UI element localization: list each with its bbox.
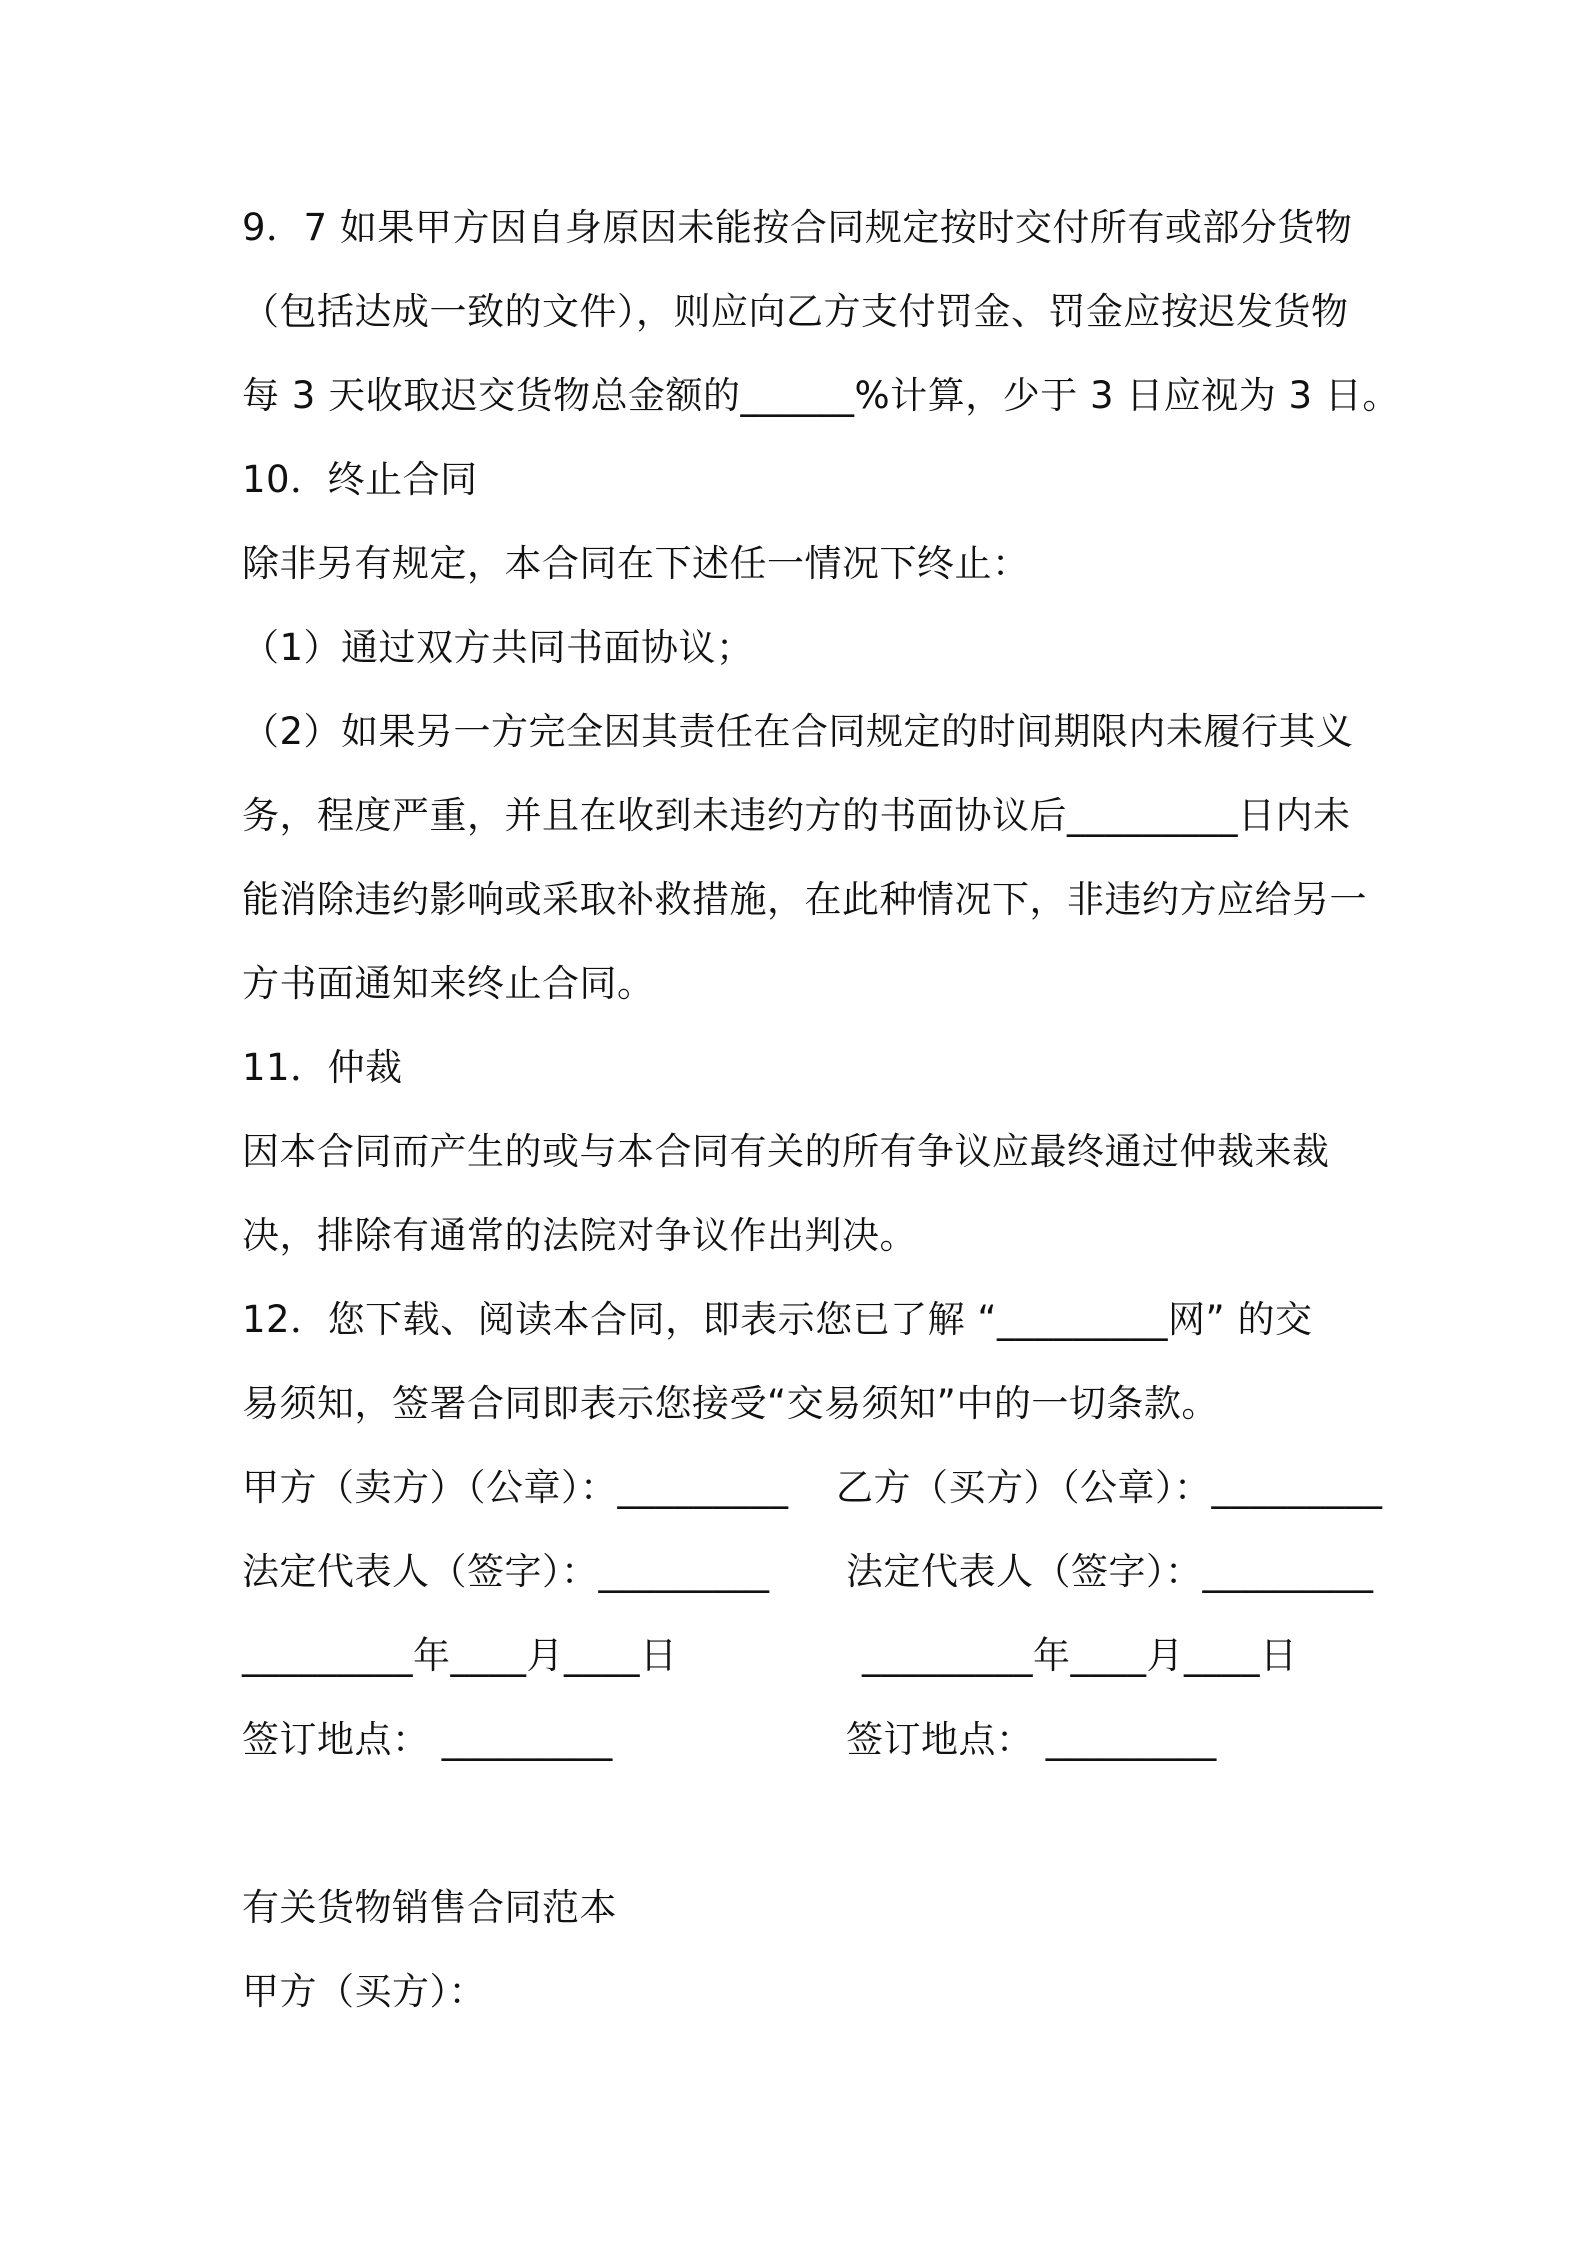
party-a-seal-field: 甲方（卖方）（公章）：_________ (242, 1466, 789, 1509)
clause-10-item-2-line-2: 务，程度严重，并且在收到未违约方的书面协议后_________日内未 (242, 794, 1351, 837)
party-b-seal-field: 乙方（买方）（公章）：_________ (836, 1466, 1383, 1509)
clause-9-7-line-3: 每 3 天收取迟交货物总金额的______%计算，少于 3 日应视为 3 日。 (242, 374, 1400, 417)
clause-10-intro: 除非另有规定，本合同在下述任一情况下终止： (242, 542, 1030, 585)
clause-11-heading: 11．仲裁 (242, 1046, 403, 1089)
party-a-date-field: _________年____月____日 (242, 1634, 678, 1677)
clause-11-line-1: 因本合同而产生的或与本合同有关的所有争议应最终通过仲裁来裁 (242, 1130, 1330, 1173)
clause-9-7-line-2: （包括达成一致的文件），则应向乙方支付罚金、罚金应按迟发货物 (242, 290, 1349, 333)
clause-10-heading: 10．终止合同 (242, 458, 478, 501)
clause-12-line-2: 易须知，签署合同即表示您接受“交易须知”中的一切条款。 (242, 1382, 1219, 1425)
next-contract-title: 有关货物销售合同范本 (242, 1886, 617, 1929)
party-b-signing-place: 签订地点： _________ (846, 1718, 1217, 1761)
clause-10-item-2-line-4: 方书面通知来终止合同。 (242, 962, 655, 1005)
party-a-representative-field: 法定代表人（签字）：_________ (242, 1550, 770, 1593)
clause-12-line-1: 12．您下载、阅读本合同，即表示您已了解 “_________网” 的交 (242, 1298, 1313, 1341)
clause-9-7-line-1: 9．7 如果甲方因自身原因未能按合同规定按时交付所有或部分货物 (242, 206, 1353, 249)
clause-10-item-2-line-3: 能消除违约影响或采取补救措施，在此种情况下，非违约方应给另一 (242, 878, 1367, 921)
clause-11-line-2: 决，排除有通常的法院对争议作出判决。 (242, 1214, 917, 1257)
party-b-date-field: _________年____月____日 (862, 1634, 1298, 1677)
next-contract-party-a: 甲方（买方）： (242, 1970, 486, 2013)
clause-10-item-2-line-1: （2）如果另一方完全因其责任在合同规定的时间期限内未履行其义 (242, 710, 1354, 753)
party-b-representative-field: 法定代表人（签字）：_________ (846, 1550, 1374, 1593)
clause-10-item-1: （1）通过双方共同书面协议； (242, 626, 754, 669)
party-a-signing-place: 签订地点： _________ (242, 1718, 613, 1761)
